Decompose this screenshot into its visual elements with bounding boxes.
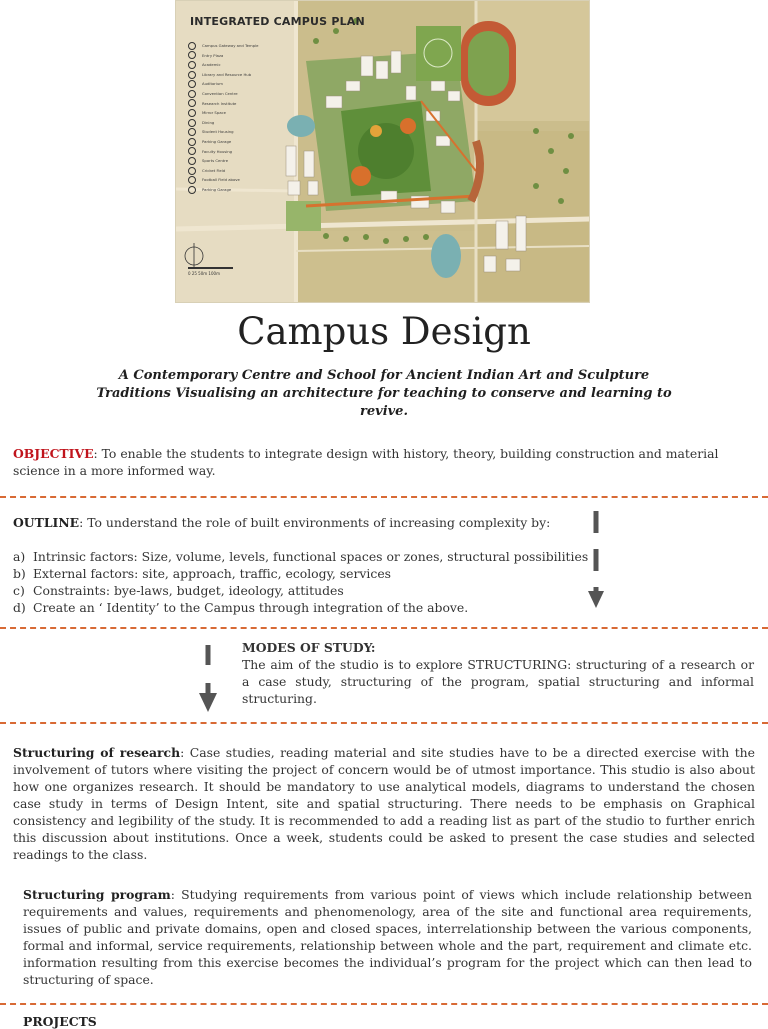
outline-list-item (13, 565, 593, 582)
legend-number-marker (188, 61, 196, 69)
projects-heading: PROJECTS (23, 1014, 97, 1029)
list-item-text: External factors: site, approach, traffic, ecology, services (33, 566, 392, 581)
legend-item (188, 108, 278, 118)
program-text: : Studying requirements from various point of views which include relationship between requirements and values, requirements and phenomenology, area of the site and functional area requirements, issues of public and private domains, open and closed spaces, interrelationship between the various components, formal and informal, service requirements, relationship between whole and the part, requirement and climate etc. information resulting from this exercise becomes the individual’s program for the project which can then lead to structuring of space. (23, 887, 752, 987)
plan-scale: 0 25 50m 100m (188, 271, 220, 276)
outline-list-item (13, 599, 593, 616)
list-marker: b) (13, 566, 26, 581)
legend-number-marker (188, 147, 196, 155)
program-paragraph (23, 886, 752, 988)
legend-number-marker (188, 157, 196, 165)
legend-item (188, 79, 278, 89)
divider (0, 1003, 768, 1005)
legend-number-marker (188, 71, 196, 79)
legend-item (188, 118, 278, 128)
legend-label: Student Housing (202, 129, 234, 135)
legend-label: Football Field above (202, 177, 240, 183)
legend-item (188, 185, 278, 195)
list-item-text: Create an ‘ Identity’ to the Campus through integration of the above. (33, 600, 469, 615)
outline-paragraph (13, 514, 573, 531)
legend-number-marker (188, 51, 196, 59)
list-marker: d) (13, 600, 26, 615)
legend-item (188, 156, 278, 166)
legend-number-marker (188, 109, 196, 117)
objective-paragraph (13, 445, 755, 479)
legend-number-marker (188, 99, 196, 107)
research-label: Structuring of research (13, 745, 181, 760)
objective-text: : To enable the students to integrate design with history, theory, building construction and material science in a more informed way. (13, 446, 719, 478)
page-subtitle: A Contemporary Centre and School for Ancient Indian Art and Sculpture Traditions Visualising an architecture for teaching to conserve and learning to revive. (96, 368, 672, 419)
outline-label: OUTLINE (13, 515, 80, 530)
legend-item (188, 60, 278, 70)
legend-label: Research Institute (202, 100, 237, 106)
legend-number-marker (188, 176, 196, 184)
legend-number-marker (188, 138, 196, 146)
legend-label: Mirror Space (202, 110, 226, 116)
legend-item (188, 137, 278, 147)
legend-label: Cricket Field (202, 167, 226, 173)
outline-list (13, 548, 593, 616)
campus-plan-image (175, 0, 590, 303)
legend-label: Academic (202, 62, 221, 68)
legend-label: Faculty Housing (202, 148, 233, 154)
research-paragraph (13, 744, 755, 863)
modes-text: The aim of the studio is to explore STRUCTURING: structuring of a research or a case study, structuring of the program, spatial structuring and informal structuring. (242, 657, 754, 706)
legend-item (188, 99, 278, 109)
legend-item (188, 70, 278, 80)
legend-item (188, 127, 278, 137)
divider (0, 627, 768, 629)
legend-number-marker (188, 119, 196, 127)
legend-item (188, 89, 278, 99)
legend-label: Convention Centre (202, 90, 238, 96)
modes-heading (242, 639, 754, 656)
program-label: Structuring program (23, 887, 171, 902)
legend-label: Parking Garage (202, 186, 232, 192)
plan-legend (188, 41, 278, 195)
legend-item (188, 147, 278, 157)
legend-label: Sports Centre (202, 158, 229, 164)
outline-list-item (13, 548, 593, 565)
legend-label: Parking Garage (202, 138, 232, 144)
research-text: : Case studies, reading material and site studies have to be a directed exercise with the involvement of tutors where visiting the project of concern would be of utmost importance. This studio is also about how one organizes research. It should be mandatory to use analytical models, diagrams to understand the chosen case study in terms of Design Intent, site and spatial structuring. There needs to be emphasis on Graphical consistency and legibility of the study. It is recommended to add a reading list as part of the studio to further enrich this discussion about institutions. Once a week, students could be asked to present the case studies and selected readings to the class. (13, 745, 755, 862)
down-arrow-icon (586, 509, 606, 611)
list-item-text: Constraints: bye-laws, budget, ideology, attitudes (33, 583, 344, 598)
modes-colon: : (370, 640, 376, 655)
legend-item (188, 51, 278, 61)
legend-label: Entry Plaza (202, 52, 224, 58)
legend-label: Auditorium (202, 81, 224, 87)
legend-label: Dining (202, 119, 215, 125)
objective-label: OBJECTIVE (13, 446, 94, 461)
modes-label: MODES OF STUDY (242, 640, 371, 655)
list-item-text: Intrinsic factors: Size, volume, levels, functional spaces or zones, structural possibilities (33, 549, 589, 564)
down-arrow-icon (199, 643, 219, 713)
modes-of-study (242, 639, 754, 707)
outline-list-item (13, 582, 593, 599)
page-title: Campus Design (237, 310, 531, 353)
legend-number-marker (188, 167, 196, 175)
legend-label: Library and Resource Hub (202, 71, 252, 77)
plan-title: INTEGRATED CAMPUS PLAN (190, 15, 365, 28)
legend-label: Campus Gateway and Temple (202, 43, 259, 48)
legend-item (188, 41, 278, 51)
legend-number-marker (188, 42, 196, 50)
list-marker: c) (13, 583, 25, 598)
legend-number-marker (188, 90, 196, 98)
legend-item (188, 175, 278, 185)
list-marker: a) (13, 549, 26, 564)
divider (0, 722, 768, 724)
legend-number-marker (188, 80, 196, 88)
legend-number-marker (188, 128, 196, 136)
outline-text: : To understand the role of built environments of increasing complexity by: (79, 515, 551, 530)
legend-number-marker (188, 186, 196, 194)
legend-item (188, 166, 278, 176)
divider (0, 496, 768, 498)
